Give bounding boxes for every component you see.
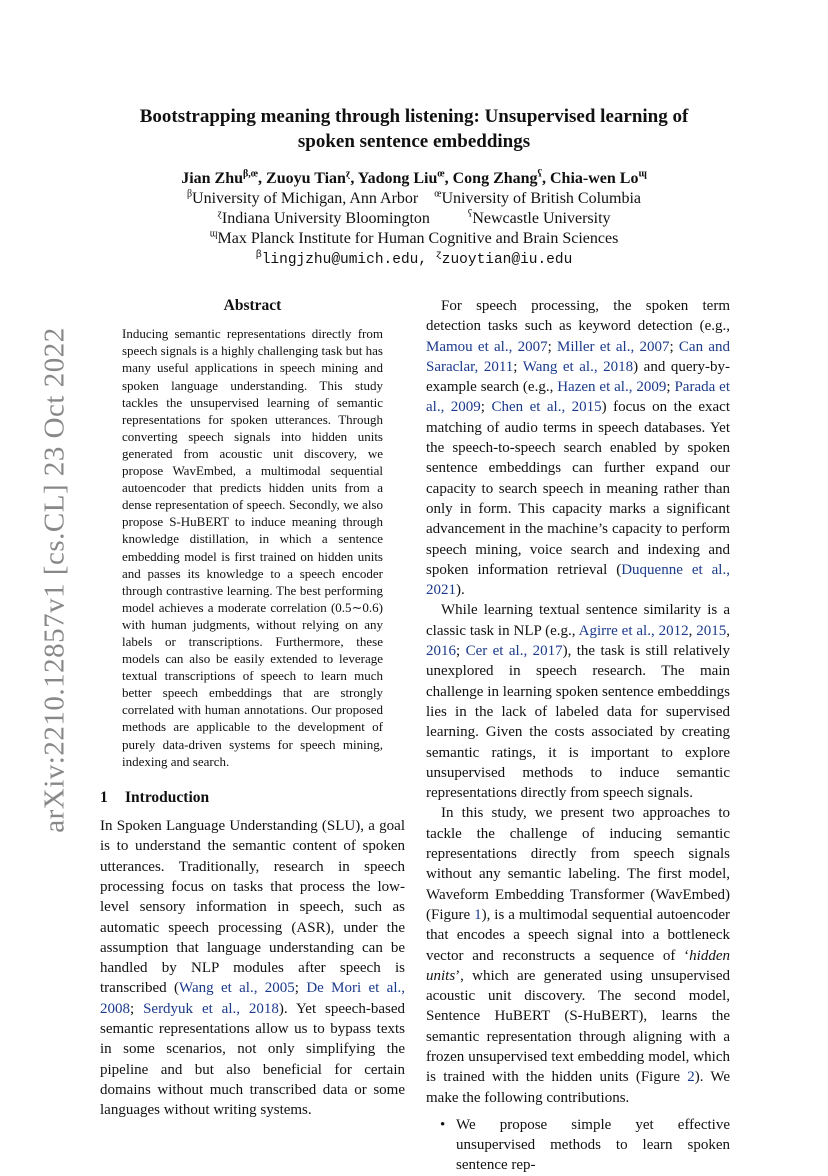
citation-link[interactable]: Agirre et al., 2012 — [578, 622, 689, 639]
author-name: Cong Zhang — [452, 170, 538, 187]
section-heading-introduction — [100, 788, 405, 808]
author-names: Jian Zhu$^{\beta,œ}$, Zuoyu Tian$^ɀ$, Yadong Liu$^œ$, Cong Zhang$^ʕ$, Chia-wen $Lo^ɰ$ — [181, 168, 647, 187]
affiliation-sup: β — [186, 188, 193, 200]
body-text: , — [726, 622, 730, 639]
section-number: 1 — [100, 788, 108, 806]
body-text: ). Yet speech-based semantic representations allow us to bypass texts in some scenarios, not only simplifying the pipeline and but also beneficial for certain domains without much transcribed data or some languages without writing systems. — [100, 1000, 405, 1119]
citation-link[interactable]: Chen et al., 2015 — [491, 399, 602, 416]
affiliation-sup: œ — [434, 188, 442, 200]
body-text: ; — [456, 643, 466, 660]
body-text: ; — [130, 1000, 144, 1017]
body-text: ; — [513, 358, 523, 375]
left-column — [100, 296, 405, 1120]
body-text: ’, which are generated using unsupervised acoustic unit discovery. The second model, Sentence HuBERT (S-HuBERT), learns the semantic representation through aligning with a frozen unsupervised text embedding model, which is trained with the hidden units (Figure — [426, 967, 730, 1086]
affiliation-ubc: University of British Columbia — [441, 190, 642, 207]
bullet-icon: • — [440, 1116, 446, 1133]
author-name: Jian Zhu — [181, 170, 244, 187]
right-column — [426, 296, 730, 1176]
contribution-bullet — [426, 1115, 730, 1176]
email-sup: ɀ — [435, 250, 442, 262]
intro-paragraph — [100, 816, 405, 1120]
body-text: In this study, we present two approaches to tackle the challenge of inducing semantic representations directly from speech signals without any semantic labeling. The first model, Waveform Embedding Transformer (WavEmbed) (Figure — [426, 805, 730, 923]
body-text: ; — [547, 338, 558, 355]
bullet-text: We propose simple yet effective unsupervised methods to learn spoken sentence rep- — [456, 1116, 730, 1174]
arxiv-id: arXiv:2210.12857v1 [cs.CL] 23 Oct 2022 — [38, 327, 71, 833]
author-sup: β,œ — [243, 168, 259, 180]
emphasis-text: hidden units — [426, 947, 730, 984]
figure-ref-link[interactable]: 2 — [687, 1069, 695, 1086]
abstract-heading: Abstract — [223, 297, 282, 314]
body-text: , — [688, 622, 697, 639]
citation-link[interactable]: Wang et al., 2005 — [178, 980, 295, 997]
author-name: Yadong Liu — [357, 170, 438, 187]
email-link[interactable]: lingjzhu@umich.edu, — [261, 252, 428, 268]
section-title: Introduction — [125, 788, 210, 806]
citation-link[interactable]: Serdyuk et al., 2018 — [143, 1000, 279, 1017]
body-text: ; — [669, 338, 679, 355]
body-text: ; — [294, 980, 307, 997]
citation-link[interactable]: Mamou et al., 2007 — [426, 338, 548, 355]
affiliation-line — [100, 189, 728, 209]
email-sup: β — [255, 250, 262, 262]
figure-ref-link[interactable]: 1 — [474, 906, 482, 923]
author-sup: ɀ — [345, 168, 351, 180]
body-paragraph — [426, 803, 730, 1107]
citation-link[interactable]: De Mori et al., 2008 — [100, 980, 405, 1017]
body-text: ). — [456, 582, 465, 599]
affiliation-line — [100, 209, 728, 229]
author-block — [100, 169, 728, 270]
body-paragraph — [426, 600, 730, 803]
citation-link[interactable]: Wang et al., 2018 — [522, 358, 634, 375]
citation-link[interactable]: Cer et al., 2017 — [465, 643, 563, 660]
citation-link[interactable]: Miller et al., 2007 — [557, 338, 670, 355]
citation-link[interactable]: Duquenne et al., 2021 — [426, 561, 730, 599]
body-text: In Spoken Language Understanding (SLU), a goal is to understand the semantic content of spoken utterances. Traditionally, research in speech processing focus on tasks that process the low-level sensory information in speech, such as automatic speech processing (ASR), under the assumption that language understanding can be handled by NLP modules after speech is transcribed ( — [100, 818, 405, 997]
title-line-2: spoken sentence embeddings — [297, 131, 531, 152]
author-sup: œ — [437, 168, 445, 180]
email-link[interactable]: zuoytian@iu.edu — [441, 252, 573, 268]
citation-link[interactable]: Hazen et al., 2009 — [557, 379, 667, 396]
body-text: While learning textual sentence similarity is a classic task in NLP (e.g., — [426, 602, 730, 639]
body-paragraph — [426, 296, 730, 600]
citation-link[interactable]: 2016 — [426, 643, 456, 660]
body-text: ), the task is still relatively unexplored in speech research. The main challenge in learning spoken sentence embeddings lies in the lack of labeled data for supervised learning. Given the costs associated by creating semantic ratings, it is important to explore unsupervised methods to induce semantic representations directly from speech signals. — [426, 643, 731, 802]
author-sup: ɰ — [638, 168, 647, 180]
body-text: ) focus on the exact matching of audio terms in speech databases. Yet the speech-to-speech search enabled by spoken sentence embeddings can further expand our capacity to search speech in meaning rather than only in form. This capacity marks a significant advancement in the machine’s capacity to perform speech mining, voice search and indexing and spoken information retrieval ( — [426, 399, 730, 578]
body-text: ), is a multimodal sequential autoencoder that encodes a speech signal into a bottleneck vector and reconstructs a sequence of ‘ — [426, 906, 730, 964]
email-line — [100, 250, 728, 270]
affiliation-sup: ɰ — [209, 228, 218, 240]
body-text: ; — [480, 399, 492, 416]
body-text: For speech processing, the spoken term detection tasks such as keyword detection (e.g., — [426, 298, 730, 335]
affiliation-newcastle: Newcastle University — [472, 210, 611, 227]
affiliation-line — [100, 229, 728, 249]
affiliation-mpi: Max Planck Institute for Human Cognitive and Brain Sciences — [217, 230, 619, 247]
citation-link[interactable]: Parada et al., 2009 — [426, 379, 730, 416]
paper-title — [100, 104, 728, 154]
affiliation-sup: ɀ — [217, 208, 222, 220]
author-name: Chia-wen Lo — [549, 170, 639, 187]
title-line-1: Bootstrapping meaning through listening: Unsupervised learning of — [139, 106, 689, 127]
affiliation-iu: Indiana University Bloomington — [221, 210, 430, 227]
body-text: ; — [666, 379, 675, 396]
abstract-text: Inducing semantic representations directly from speech signals is a highly challenging task but has many useful applications in speech mining and spoken language understanding. This study tackles the unsupervised learning of semantic representations for spoken utterances. Through converting speech signals into hidden units generated from acoustic unit discovery, we propose WavEmbed, a multimodal sequential autoencoder that predicts hidden units from a dense representation of speech. Secondly, we also propose S-HuBERT to induce meaning through knowledge distillation, in which a sentence embedding model is first trained on hidden units and passes its knowledge to a speech encoder through contrastive learning. The best performing model achieves a moderate correlation (0.5∼0.6) with human judgments, without relying on any labels or transcriptions. Furthermore, these models can also be easily extended to leverage textual transcriptions of speech to learn much better speech embeddings that are strongly correlated with human annotations. Our proposed methods are applicable to the development of purely data-driven systems for speech mining, indexing and search. — [122, 326, 383, 769]
arxiv-sidebar-stamp — [38, 300, 72, 860]
author-sup: ʕ — [537, 168, 542, 180]
affiliation-sup: ʕ — [467, 208, 473, 220]
body-text: ). We make the following contributions. — [426, 1069, 730, 1106]
affiliation-umich: University of Michigan, Ann Arbor — [192, 190, 419, 207]
body-text: ) and query-by-example search (e.g., — [426, 358, 731, 396]
author-name: Zuoyu Tian — [266, 170, 346, 187]
citation-link[interactable]: 2015 — [696, 622, 727, 639]
citation-link[interactable]: Can and Saraclar, 2011 — [426, 338, 731, 375]
